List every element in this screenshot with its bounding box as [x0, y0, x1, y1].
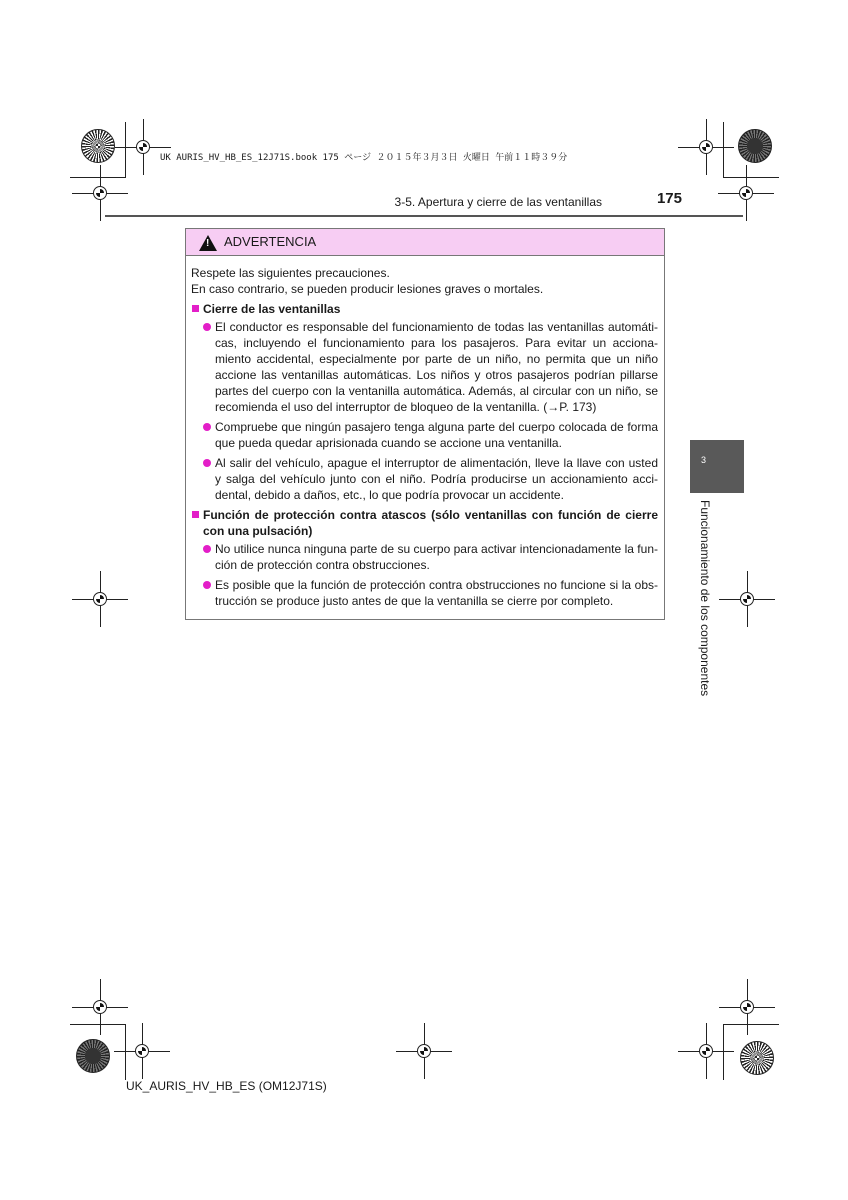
warning-header	[186, 229, 664, 256]
bullet	[203, 323, 211, 331]
registration-starburst-bottom-left	[76, 1039, 110, 1073]
print-info-line: UK AURIS_HV_HB_ES_12J71S.book 175 ページ ２０１５年３月３日 火曜日 午前１１時３９分	[160, 153, 568, 163]
bullet-line: Al salir del vehículo, apague el interruptor de alimentación, lleve la llave con usted	[215, 456, 658, 470]
registration-starburst-bottom-right	[740, 1041, 774, 1075]
warning-title: ADVERTENCIA	[224, 234, 317, 249]
registration-starburst-top-left	[81, 129, 115, 163]
bullet-line: Compruebe que ningún pasajero tenga alguna parte del cuerpo colocada de forma	[215, 420, 658, 434]
bullet-line: que pueda quedar aprisionada cuando se accione una ventanilla.	[215, 436, 562, 450]
bullet-line: cas, incluyendo el funcionamiento para los pasajeros. Para evitar un acciona-	[215, 336, 658, 350]
crop-line	[70, 1024, 126, 1025]
section-heading: Cierre de las ventanillas	[203, 302, 341, 316]
bullet	[203, 545, 211, 553]
section-heading: Función de protección contra atascos (sólo ventanillas con función de cierre	[203, 508, 658, 522]
bullet-line: ción de protección contra obstrucciones.	[215, 558, 430, 572]
bullet-line: No utilice nunca ninguna parte de su cuerpo para activar intencionadamente la fun-	[215, 542, 658, 556]
header-rule	[105, 215, 743, 217]
warning-icon	[199, 235, 217, 251]
crop-line	[70, 177, 126, 178]
warning-intro: En caso contrario, se pueden producir lesiones graves o mortales.	[191, 282, 544, 296]
bullet-line: recomienda el uso del interruptor de bloqueo de la ventanilla. (→P. 173)	[215, 400, 597, 414]
warning-box	[185, 228, 665, 620]
crop-line	[723, 122, 724, 177]
bullet-line: accione las ventanillas automáticas. Los niños y otros pasajeros podrían pillarse	[215, 368, 658, 382]
section-marker	[192, 511, 199, 518]
crop-line	[723, 177, 779, 178]
bullet-line: trucción se produce justo antes de que la ventanilla se cierre por completo.	[215, 594, 614, 608]
warning-intro: Respete las siguientes precauciones.	[191, 266, 390, 280]
crop-line	[723, 1025, 724, 1080]
chapter-label: Funcionamiento de los componentes	[698, 500, 712, 697]
chapter-tab	[690, 440, 744, 493]
crop-line	[125, 1025, 126, 1080]
bullet-line: partes del cuerpo con la ventanilla automática. Además, al circular con un niño, se	[215, 384, 658, 398]
bullet-line: Es posible que la función de protección contra obstrucciones no funcione si la obs-	[215, 578, 658, 592]
section-title: 3-5. Apertura y cierre de las ventanillas	[394, 195, 602, 209]
crop-line	[723, 1024, 779, 1025]
section-marker	[192, 305, 199, 312]
crop-line	[125, 122, 126, 177]
bullet	[203, 581, 211, 589]
section-heading: con una pulsación)	[203, 524, 313, 538]
bullet-line: miento accidental, especialmente por parte de un niño, no permita que un niño	[215, 352, 658, 366]
bullet-line: El conductor es responsable del funcionamiento de todas las ventanillas automáti-	[215, 320, 658, 334]
bullet	[203, 423, 211, 431]
footer-code: UK_AURIS_HV_HB_ES (OM12J71S)	[126, 1079, 327, 1093]
registration-starburst-top-right	[738, 129, 772, 163]
bullet	[203, 459, 211, 467]
page-number: 175	[656, 190, 682, 207]
chapter-number: 3	[701, 455, 707, 465]
bullet-line: dental, debido a daños, etc., lo que podría provocar un accidente.	[215, 488, 564, 502]
bullet-line: y salga del vehículo junto con el niño. Podría producirse un accionamiento acci-	[215, 472, 658, 486]
